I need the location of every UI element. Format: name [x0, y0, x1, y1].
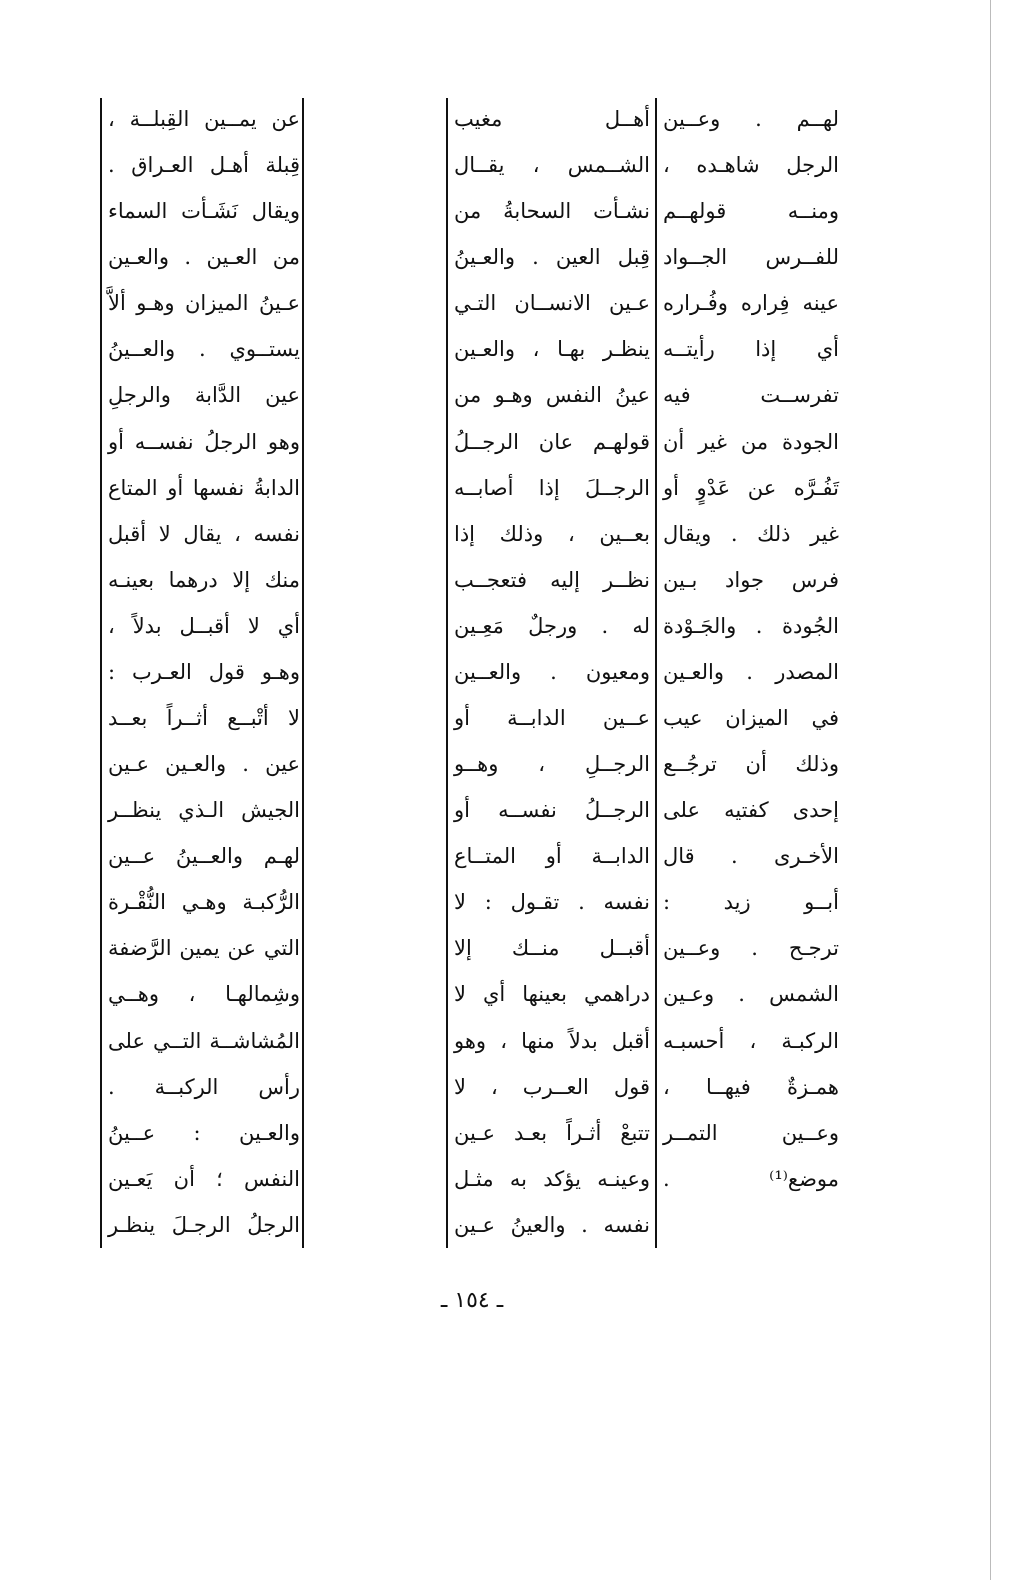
- text-line: تفرســت فيه: [663, 383, 839, 408]
- text-line: ترجـح . وعــين: [663, 936, 839, 961]
- text-line: نفسه . تقـول : لا: [454, 890, 650, 915]
- text-line: عين . والعـين عـين: [108, 752, 300, 777]
- text-line: الدابةُ نفسها أو المتاع: [108, 475, 300, 500]
- text-line: أقبــل منــك إلا: [454, 936, 650, 961]
- text-line: عــين الدابــة أو: [454, 706, 650, 731]
- text-line: غير ذلك . ويقال: [663, 521, 839, 546]
- page-edge-line: [990, 0, 991, 1580]
- text-line: في الميزان عيب: [663, 706, 839, 731]
- text-line: رأس الركبــة .: [108, 1074, 300, 1099]
- text-line: وهو الرجلُ نفســه أو: [108, 429, 300, 454]
- text-line: منك إلا درهما بعينـه: [108, 567, 300, 592]
- text-line: الرجــلَ إذا أصابــه: [454, 475, 650, 500]
- text-line: الرُّكبـة وهـي النُّقْـرة: [108, 890, 300, 915]
- text-line: المصدر . والعـين: [663, 659, 839, 684]
- text-line: تتبعْ أثـراً بعـد عـين: [454, 1120, 650, 1145]
- text-line: أي لا أقبــل بدلاً ،: [108, 613, 300, 638]
- text-line: عن يمــين القِبلــة ،: [108, 107, 300, 131]
- text-line: والعـين : عــينُ: [108, 1120, 300, 1145]
- text-line: نشـأت السحابةُ من: [454, 199, 650, 224]
- text-line: الجُودة . والجَـوْدة: [663, 613, 839, 638]
- text-line: ينظـر بهـا ، والعـين: [454, 337, 650, 362]
- text-line: بعــين ، وذلك إذا: [454, 521, 650, 546]
- text-line: دراهمي بعينها أي لا: [454, 982, 650, 1007]
- text-line: نظــر إليه فتعجــب: [454, 567, 650, 592]
- text-line: التي عن يمين الرَّضفة: [108, 936, 300, 961]
- text-line: له . ورجلٌ مَعِـين: [454, 613, 650, 638]
- text-line: لا أتْبــع أثــراً بعــد: [108, 706, 300, 731]
- text-line: من العـين . والعـين: [108, 245, 300, 270]
- text-line: عينُ النفس وهـو من: [454, 383, 650, 408]
- text-line: الشــمس ، يقــال: [454, 153, 650, 178]
- text-line: قولهـم عان الرجــلُ: [454, 429, 650, 454]
- column-divider-left-inner: [100, 98, 102, 1248]
- column-divider-left-outer: [302, 98, 304, 1248]
- text-line: أي إذا رأيتــه: [663, 337, 839, 362]
- text-line: الجيش الـذي ينظــر: [108, 798, 300, 823]
- text-line: يستــوي . والعــينُ: [108, 337, 300, 362]
- text-line: نفسه ، يقال لا أقبل: [108, 521, 300, 546]
- text-line: الأخـرى . قال: [663, 844, 839, 869]
- text-line: قِبلة أهـل العـراق .: [108, 153, 300, 178]
- text-line: الرجل شاهـده ،: [663, 153, 839, 178]
- text-line: فرس جواد بـين: [663, 567, 839, 592]
- column-right: [661, 96, 841, 1248]
- text-line: وذلك أن ترجُــع: [663, 752, 839, 777]
- column-middle: [452, 96, 652, 1248]
- text-line: للفــرس الجــواد: [663, 245, 839, 270]
- text-line: الرجــلُ نفســه أو: [454, 798, 650, 823]
- text-line: الركبـة ، أحسبـه: [663, 1028, 839, 1053]
- text-line: إحدى كفتيه على: [663, 798, 839, 823]
- text-line: أهــل مغيب: [454, 107, 650, 131]
- text-line: الرجــلِ ، وهــو: [454, 752, 650, 777]
- column-left: [106, 96, 302, 1248]
- text-line: تَفُـرَّه عن عَدْوٍ أو: [663, 475, 839, 500]
- text-line: أبــو زيد :: [663, 890, 839, 915]
- text-line: الدابــة أو المتــاع: [454, 844, 650, 869]
- text-line: ويقال نَشَـأت السماء: [108, 199, 300, 224]
- text-line: النفس ؛ أن يَعـين: [108, 1166, 300, 1191]
- page-number: ـ ١٥٤ ـ: [440, 1288, 504, 1313]
- text-line: الجودة من غير أن: [663, 429, 839, 454]
- text-line: الشمس . وعـين: [663, 982, 839, 1007]
- text-line: الرجلُ الرجـلَ ينظـر: [108, 1212, 300, 1237]
- text-line: أقبل بدلاً منها ، وهو: [454, 1028, 650, 1053]
- text-line: لهــم . وعــين: [663, 107, 839, 131]
- text-line: موضع⁽¹⁾ .: [663, 1166, 839, 1191]
- text-line: عين الدَّابة والرجلِ: [108, 383, 300, 408]
- column-divider-middle: [446, 98, 448, 1248]
- text-line: قول العــرب ، لا: [454, 1074, 650, 1099]
- text-line: وهـو قول العـرب :: [108, 659, 300, 684]
- text-line: عـين الانســان التـي: [454, 291, 650, 316]
- text-line: نفسه . والعينُ عـين: [454, 1212, 650, 1237]
- text-line: وعينـه يؤكد به مثـل: [454, 1166, 650, 1191]
- column-divider-right: [655, 98, 657, 1248]
- text-line: قِبل العين . والعـينُ: [454, 245, 650, 270]
- text-line: ومعيون . والعــين: [454, 659, 650, 684]
- text-line: وشِمالهـا ، وهــي: [108, 982, 300, 1007]
- text-line: همـزةٌ فيهــا ،: [663, 1074, 839, 1099]
- text-line: عينه فِراره وفُـراره: [663, 291, 839, 316]
- text-line: المُشاشــة التــي على: [108, 1028, 300, 1053]
- text-line: لهـم والعــينُ عــين: [108, 844, 300, 869]
- text-line: ومنــه قولهــم: [663, 199, 839, 224]
- text-line: وعــين التمــر: [663, 1120, 839, 1145]
- text-line: عـينُ الميزان وهـو ألاَّ: [108, 291, 300, 316]
